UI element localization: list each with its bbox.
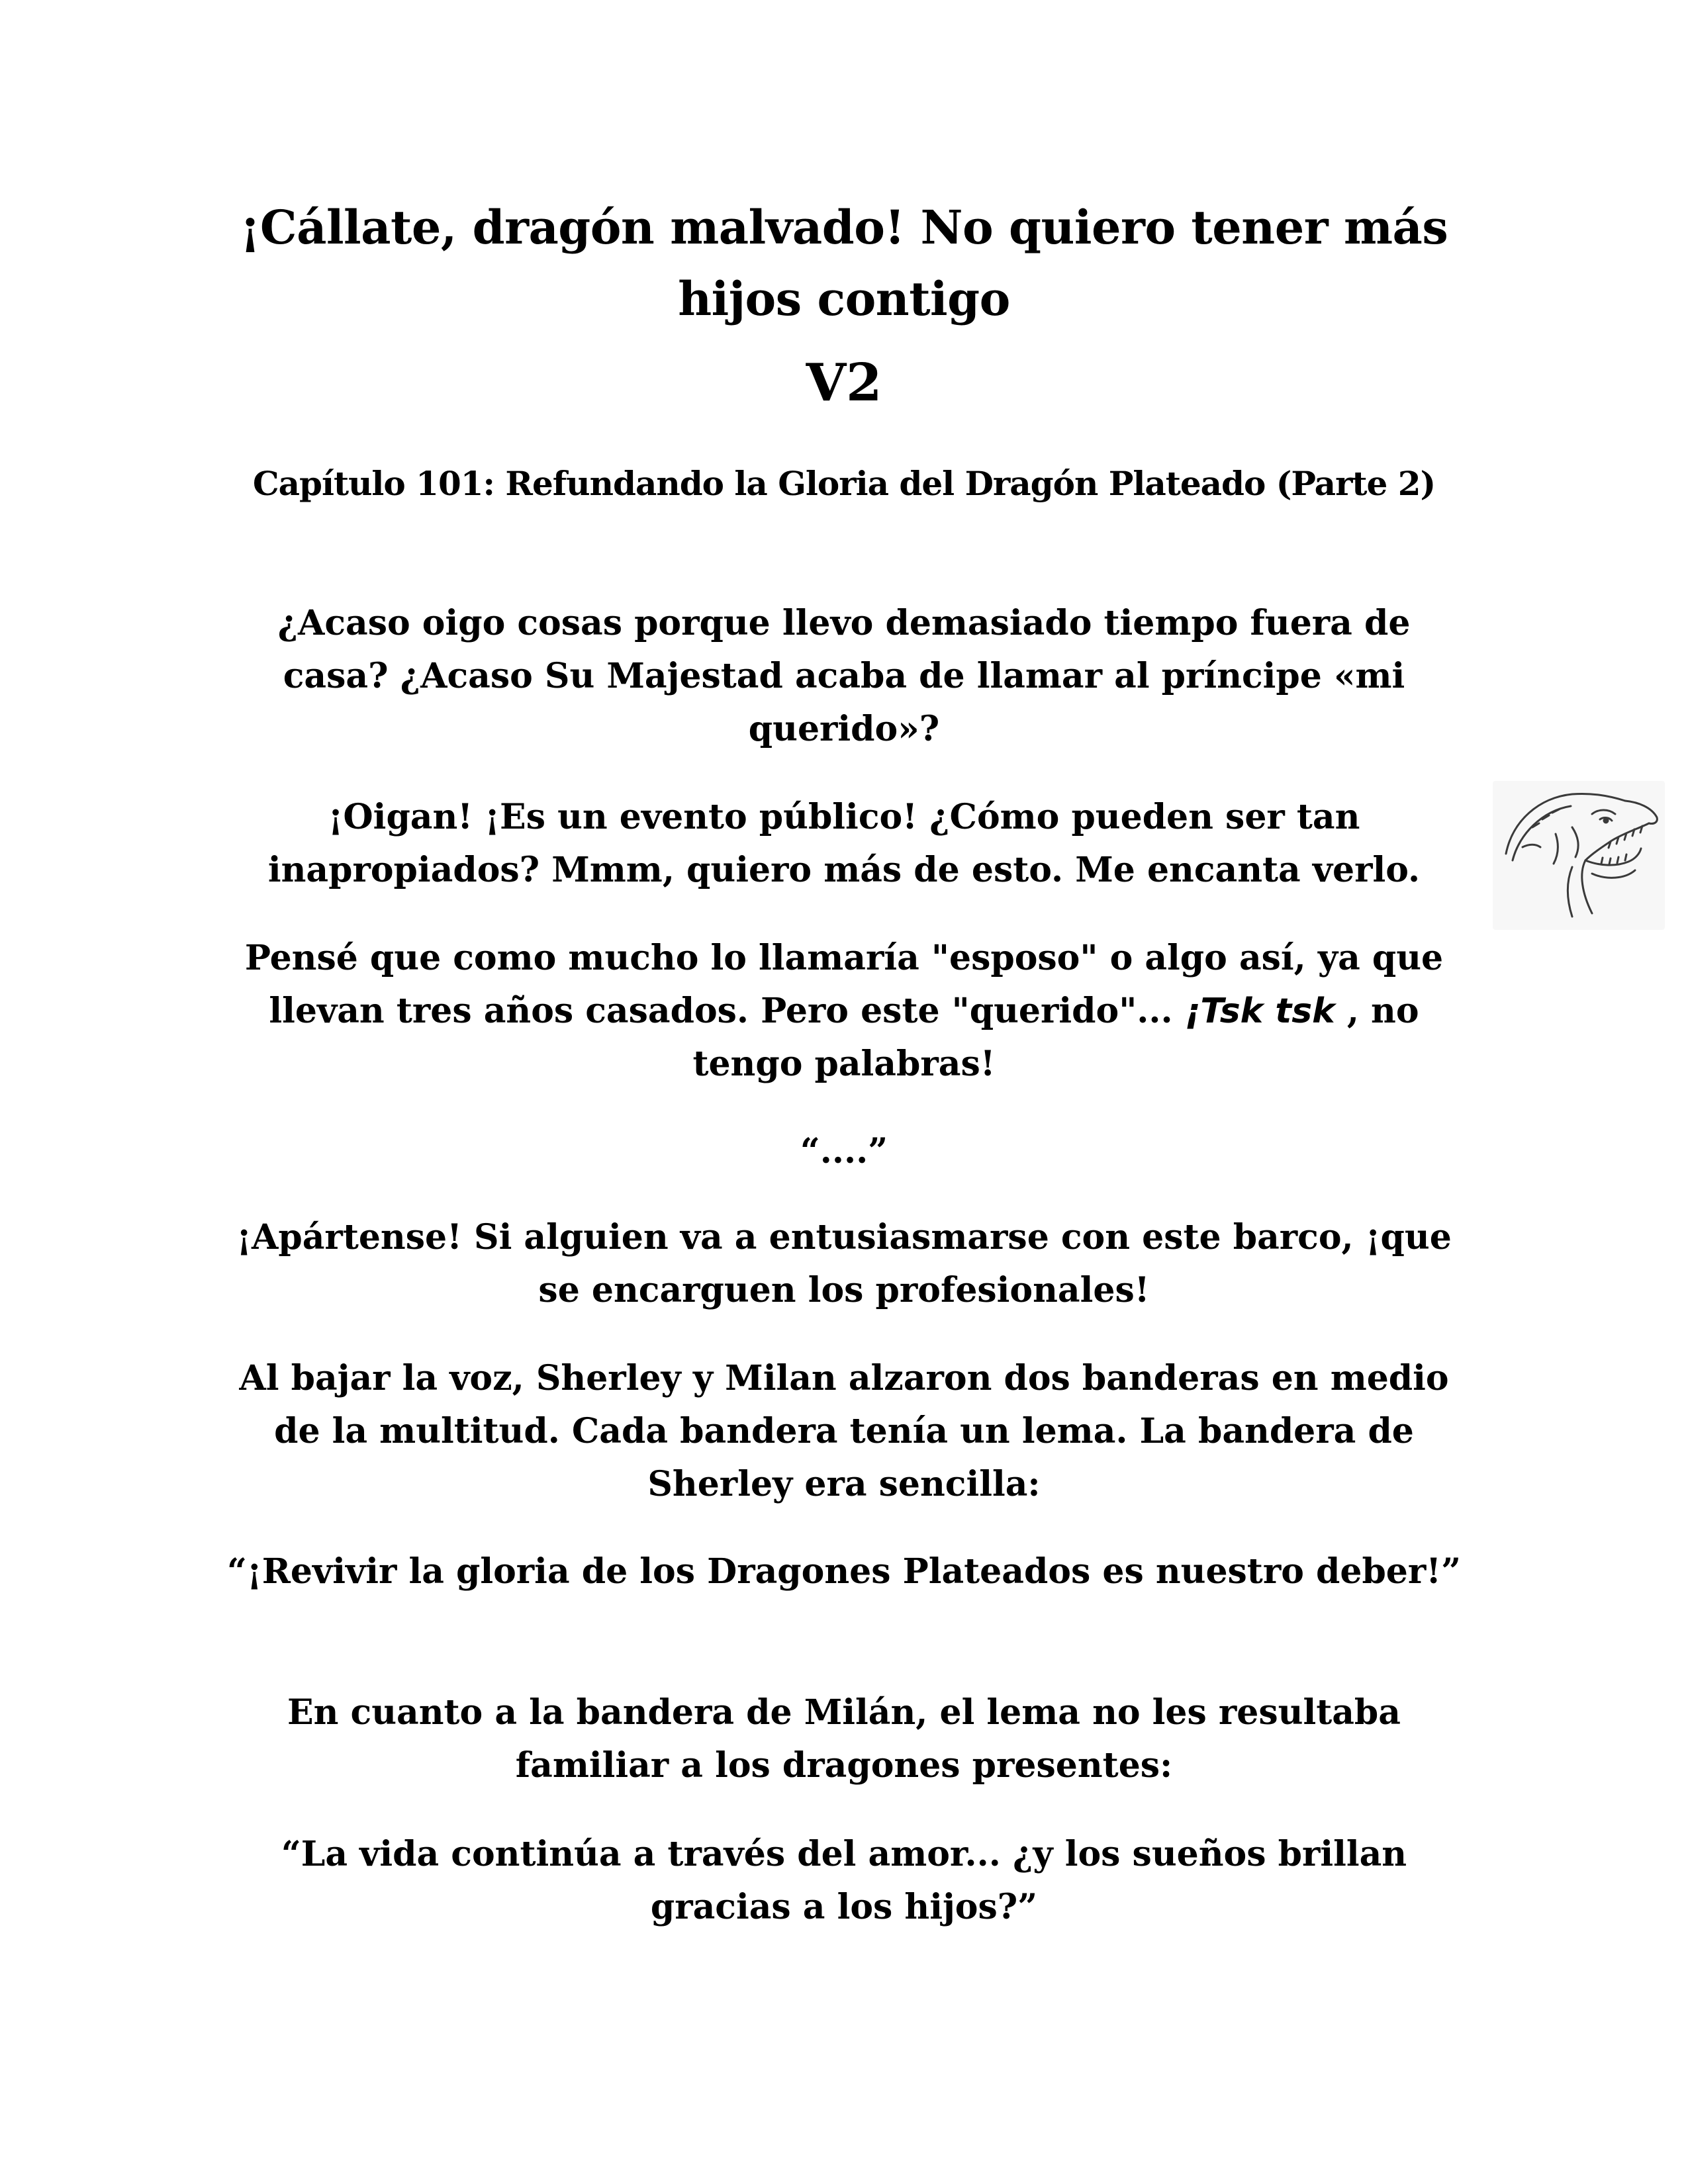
paragraph-1: ¿Acaso oigo cosas porque llevo demasiado tiempo fuera de casa? ¿Acaso Su Majestad acaba de llamar al príncipe «mi querido»? (277, 603, 1411, 749)
dinosaur-sketch-icon (1493, 781, 1665, 930)
chapter-heading: Capítulo 101: Refundando la Gloria del Dragón Plateado (Parte 2) (252, 464, 1436, 503)
paragraph-3-text-after: , no tengo palabras! (692, 991, 1419, 1084)
paragraph-3-text-before: Pensé que como mucho lo llamaría "esposo" o algo así, ya que llevan tres años casados. Pero este "querido"... (244, 938, 1444, 1031)
document-title: ¡Cállate, dragón malvado! No quiero tener más hijos contigo (240, 200, 1448, 326)
paragraph-9: “La vida continúa a través del amor... ¿y los sueños brillan gracias a los hijos?” (281, 1834, 1407, 1927)
paragraph-3-emphasis: ¡Tsk tsk (1184, 991, 1335, 1031)
paragraph-4: “....” (800, 1131, 888, 1171)
paragraph-5: ¡Apártense! Si alguien va a entusiasmarse con este barco, ¡que se encarguen los profesionales! (236, 1217, 1452, 1310)
paragraph-3 (225, 932, 1463, 1091)
volume-label: V2 (806, 353, 882, 413)
paragraph-2: ¡Oigan! ¡Es un evento público! ¿Cómo pueden ser tan inapropiados? Mmm, quiero más de esto. Me encanta verlo. (267, 797, 1421, 890)
paragraph-6: Al bajar la voz, Sherley y Milan alzaron dos banderas en medio de la multitud. Cada bandera tenía un lema. La bandera de Sherley era sencilla: (239, 1358, 1449, 1504)
paragraph-8: En cuanto a la bandera de Milán, el lema no les resultaba familiar a los dragones presentes: (287, 1692, 1401, 1786)
paragraph-7: “¡Revivir la gloria de los Dragones Plateados es nuestro deber!” (226, 1551, 1462, 1592)
